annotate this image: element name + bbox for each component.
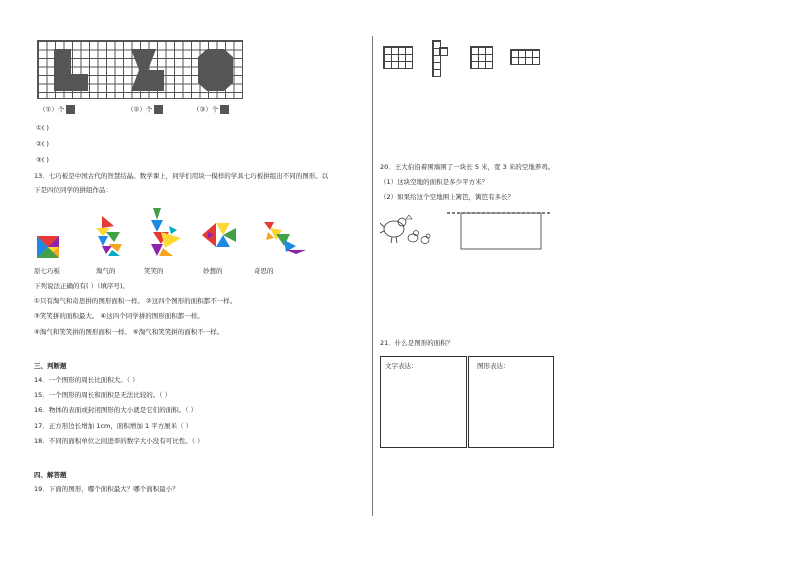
q15-text: 15．一个图形的周长和面积是无法比较的。（ ） bbox=[34, 391, 172, 399]
tangram-caption-5: 奇思的 bbox=[254, 267, 274, 275]
q16-text: 16．物体的表面或封闭图形的大小就是它们的面积。（ ） bbox=[34, 406, 198, 414]
answer-line-1[interactable]: ①( ) bbox=[36, 124, 49, 132]
column-divider bbox=[372, 36, 373, 516]
q17-text: 17．正方形边长增加 1cm，面积增加 1 平方厘米（ ） bbox=[34, 422, 193, 430]
q19-figure-4 bbox=[510, 49, 540, 65]
grid-shape-3 bbox=[198, 49, 233, 91]
q13-option-row-1: ①只有淘气和奇思拼的图形面积一样。 ②这四个图形的面积都不一样。 bbox=[34, 297, 237, 305]
q20-part-2: （2）如果给这个空地围上篱笆，篱笆有多长？ bbox=[380, 193, 515, 201]
answer-line-2[interactable]: ②( ) bbox=[36, 140, 49, 148]
q18-text: 18．不同的面积单位之间进率的数字大小没有可比性。（ ） bbox=[34, 437, 204, 445]
figure-expression-label: 图形表达： bbox=[477, 362, 510, 370]
tangram-caption-4: 妙想的 bbox=[203, 267, 223, 275]
q19-figure-2b bbox=[439, 47, 448, 56]
q21-text: 21．什么是图形的面积？ bbox=[380, 339, 454, 347]
fence-diagram bbox=[447, 209, 553, 253]
tangram-caption-3: 笑笑的 bbox=[144, 267, 164, 275]
tangram-xiaoxiao-figure bbox=[147, 208, 183, 258]
q13-prompt: 下列说法正确的有( ）（填序号)。 bbox=[34, 282, 129, 290]
text-expression-label: 文字表达： bbox=[385, 362, 418, 370]
chicken-illustration bbox=[380, 213, 440, 249]
grid-shape-1 bbox=[54, 49, 88, 91]
q13-text-line2: 下是四位同学的拼组作品： bbox=[34, 186, 112, 194]
grid-label-1: （①）个 bbox=[39, 105, 75, 114]
q19-figure-2a bbox=[432, 40, 441, 77]
grid-label-2: （②）个 bbox=[127, 105, 163, 114]
section-3-heading: 三、判断题 bbox=[34, 362, 67, 370]
tangram-miaoxiang-figure bbox=[202, 220, 238, 250]
answer-line-3[interactable]: ③( ) bbox=[36, 156, 49, 164]
section-4-heading: 四、解答题 bbox=[34, 471, 67, 479]
tangram-caption-2: 淘气的 bbox=[96, 267, 116, 275]
q20-text: 20．王大伯沿着围墙围了一块长 5 米，宽 3 米的空地养鸡。 bbox=[380, 163, 555, 171]
grid-label-3: （③）个 bbox=[193, 105, 229, 114]
grid-shape-2 bbox=[131, 49, 164, 91]
tangram-caption-1: 原七巧板 bbox=[34, 267, 60, 275]
q13-option-row-2: ③笑笑拼的面积最大。 ④这四个同学拼的图形面积都一样。 bbox=[34, 312, 204, 320]
figure-expression-box[interactable] bbox=[468, 356, 554, 448]
grid-shapes bbox=[37, 40, 243, 99]
q19-figure-1 bbox=[383, 46, 413, 69]
tangram-qisi-figure bbox=[262, 220, 306, 254]
q13-option-row-3: ⑤淘气和笑笑拼的图形面积一样。 ⑥淘气和笑笑拼的面积不一样。 bbox=[34, 328, 224, 336]
q13-text-line1: 13．七巧板是中国古代的智慧结晶。数学课上，同学们用块一模样的学具七巧板拼组出不同的图形。以 bbox=[34, 172, 329, 180]
tangram-taoqi-figure bbox=[92, 216, 126, 258]
q19-text: 19．下面的图形，哪个面积最大？哪个面积最小？ bbox=[34, 485, 179, 493]
tangram-original-figure bbox=[37, 236, 59, 258]
q14-text: 14．一个图形的周长比面积大。（ ） bbox=[34, 376, 139, 384]
q19-figure-3 bbox=[470, 46, 493, 69]
text-expression-box[interactable] bbox=[380, 356, 467, 448]
q20-part-1: （1）这块空地的面积是多少平方米？ bbox=[380, 178, 489, 186]
